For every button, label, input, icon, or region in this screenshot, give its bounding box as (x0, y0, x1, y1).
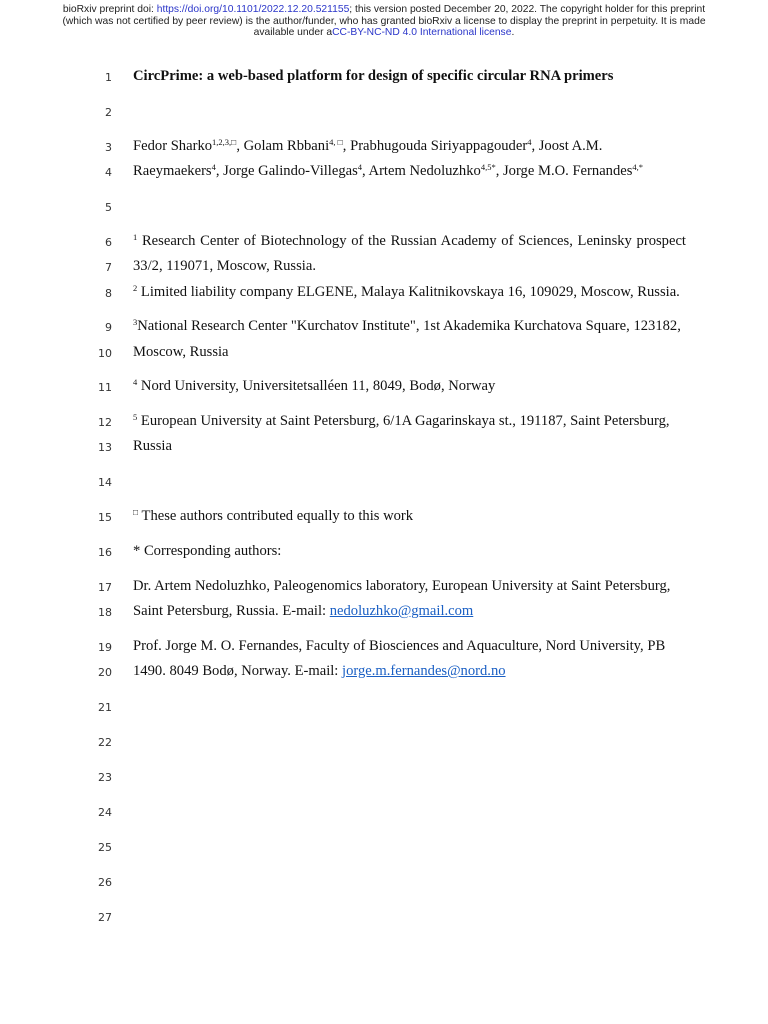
author-name: Fedor Sharko (133, 138, 213, 154)
affiliation-text: Research Center of Biotechnology of the Russian Academy of Sciences, Leninsky prospect (137, 233, 686, 249)
affiliation-marker: 3 (133, 317, 138, 327)
affiliation-marker: 1 (133, 232, 138, 242)
banner-available-text: available under a (253, 27, 333, 38)
affiliation-1 (133, 233, 686, 250)
author-line-2 (133, 163, 693, 180)
line-number: 4 (105, 166, 112, 179)
corresponding-author-2: Prof. Jorge M. O. Fernandes, Faculty of Biosciences and Aquaculture, Nord University, PB (133, 638, 666, 654)
banner-prefix: bioRxiv preprint doi: (62, 4, 157, 15)
line-number: 23 (98, 771, 112, 784)
affiliation-4 (133, 378, 693, 395)
equal-contribution-note (133, 508, 693, 525)
banner-period: . (511, 27, 515, 38)
affiliation-marker: 5 (133, 412, 138, 422)
banner-line-2: (which was not certified by peer review) is the author/funder, who has granted bioRxiv a license to display the preprint in perpetuity. It is made (62, 15, 706, 27)
affiliation-5-cont: Russia (133, 438, 172, 454)
line-number: 24 (98, 806, 112, 819)
author-name: , Artem Nedoluzhko (362, 163, 481, 179)
line-number: 16 (98, 546, 112, 559)
line-number: 18 (98, 606, 112, 619)
line-number: 3 (105, 141, 112, 154)
author-affiliation-marker: 4 (211, 162, 216, 172)
affiliation-1-cont: 33/2, 119071, Moscow, Russia. (133, 258, 316, 274)
line-number: 8 (105, 287, 112, 300)
author-name: , Prabhugouda Siriyappagouder (342, 138, 528, 154)
author-affiliation-marker: 4, □ (329, 137, 343, 147)
line-number: 13 (98, 441, 112, 454)
author-affiliation-marker: 4,* (632, 162, 644, 172)
email-label: 1490. 8049 Bodø, Norway. E-mail: (133, 663, 343, 679)
doi-link[interactable]: https://doi.org/10.1101/2022.12.20.521155 (156, 4, 350, 15)
author-affiliation-marker: 4 (357, 162, 363, 172)
line-number: 5 (105, 201, 112, 214)
email-link[interactable]: jorge.m.fernandes@nord.no (342, 663, 506, 679)
author-name: , Joost A.M. (531, 138, 603, 154)
line-number: 21 (98, 701, 112, 714)
paper-title: CircPrime: a web-based platform for design of specific circular RNA primers (133, 68, 614, 84)
line-number: 10 (98, 347, 112, 360)
corresponding-author-1: Dr. Artem Nedoluzhko, Paleogenomics laboratory, European University at Saint Petersburg, (133, 578, 671, 594)
preprint-banner (0, 4, 768, 39)
line-number: 1 (105, 71, 112, 84)
corresponding-author-1-email-line (133, 603, 693, 620)
author-affiliation-marker: 1,2,3,□ (212, 137, 237, 147)
line-number: 17 (98, 581, 112, 594)
banner-line-3 (0, 27, 768, 39)
line-number: 14 (98, 476, 112, 489)
line-number: 6 (105, 236, 112, 249)
line-number: 26 (98, 876, 112, 889)
corresponding-heading: * Corresponding authors: (133, 543, 282, 559)
line-number: 19 (98, 641, 112, 654)
affiliation-3-cont: Moscow, Russia (133, 344, 229, 360)
author-affiliation-marker: 4 (527, 137, 532, 147)
affiliation-2 (133, 284, 693, 301)
line-number: 25 (98, 841, 112, 854)
affiliation-text: European University at Saint Petersburg, 6/1A Gagarinskaya st., 191187, Saint Petersburg, (137, 413, 670, 429)
line-number: 2 (105, 106, 112, 119)
affiliation-marker: 2 (133, 283, 138, 293)
line-number: 7 (105, 261, 112, 274)
line-number: 11 (98, 381, 112, 394)
author-name: , Jorge Galindo-Villegas (215, 163, 358, 179)
author-line-1 (133, 138, 693, 155)
banner-posted-text: ; this version posted December 20, 2022. The copyright holder for this preprint (349, 4, 706, 15)
author-affiliation-marker: 4,5* (480, 162, 496, 172)
line-number: 15 (98, 511, 112, 524)
affiliation-text: Limited liability company ELGENE, Malaya Kalitnikovskaya 16, 109029, Moscow, Russia. (137, 284, 680, 300)
affiliation-marker: 4 (133, 377, 138, 387)
author-name: , Jorge M.O. Fernandes (495, 163, 633, 179)
line-number: 27 (98, 911, 112, 924)
email-label: Saint Petersburg, Russia. E-mail: (133, 603, 330, 619)
line-number: 22 (98, 736, 112, 749)
license-link[interactable]: CC-BY-NC-ND 4.0 International license (332, 27, 512, 38)
author-name: , Golam Rbbani (236, 138, 330, 154)
line-number: 12 (98, 416, 112, 429)
author-name: Raeymaekers (133, 163, 212, 179)
email-link[interactable]: nedoluzhko@gmail.com (329, 603, 474, 619)
line-number: 20 (98, 666, 112, 679)
affiliation-text: Nord University, Universitetsalléen 11, 8049, Bodø, Norway (137, 378, 496, 394)
banner-line-1 (0, 4, 768, 16)
equal-contribution-marker: □ (133, 507, 139, 517)
equal-contribution-text: These authors contributed equally to this work (138, 508, 414, 524)
affiliation-5 (133, 413, 693, 430)
line-number: 9 (105, 321, 112, 334)
affiliation-3 (133, 318, 693, 335)
affiliation-text: National Research Center "Kurchatov Institute", 1st Akademika Kurchatova Square, 123182, (137, 318, 681, 334)
corresponding-author-2-email-line (133, 663, 693, 680)
